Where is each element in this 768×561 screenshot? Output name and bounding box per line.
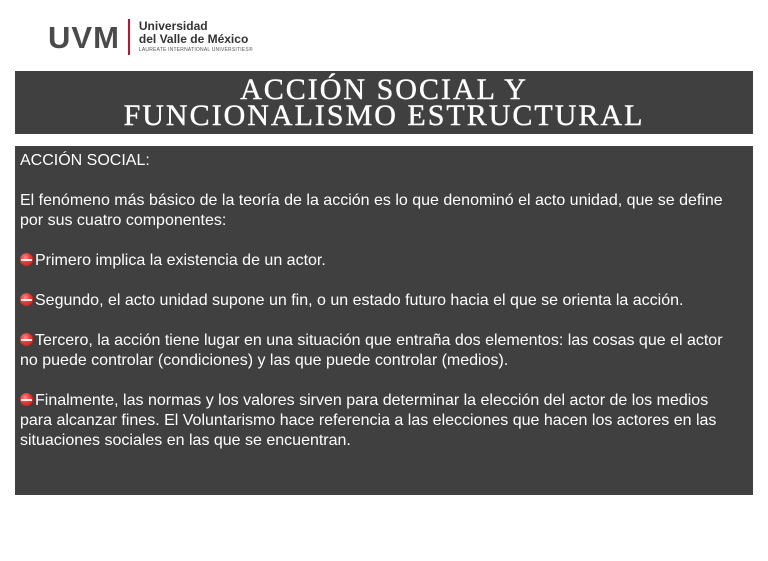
- red-bullet-icon: [20, 293, 33, 306]
- bullet-item: [20, 291, 743, 311]
- logo-tagline: LAUREATE INTERNATIONAL UNIVERSITIES®: [138, 47, 253, 54]
- slide-title: [15, 71, 753, 134]
- logo-mark: UVM: [48, 19, 120, 55]
- red-bullet-icon: [20, 393, 33, 406]
- logo-divider: [128, 19, 130, 55]
- bullet-text: Primero implica la existencia de un actor.: [35, 252, 326, 269]
- bullet-text: Segundo, el acto unidad supone un fin, o un estado futuro hacia el que se orienta la acción.: [35, 292, 684, 309]
- red-bullet-icon: [20, 333, 33, 346]
- section-heading: ACCIÓN SOCIAL:: [20, 152, 150, 169]
- bullet-item: [20, 331, 743, 371]
- title-line-2: FUNCIONALISMO ESTRUCTURAL: [123, 98, 645, 132]
- logo-text: [139, 20, 253, 53]
- logo-name-line1: Universidad: [138, 19, 208, 34]
- content-panel: [15, 146, 753, 495]
- logo-name-line2: del Valle de México: [138, 31, 249, 46]
- bullet-item: [20, 391, 743, 451]
- bullet-text: Tercero, la acción tiene lugar en una situación que entraña dos elementos: las cosas que el actor no puede controlar (condiciones) y las que puede controlar (medios).: [20, 332, 723, 369]
- bullet-item: [20, 251, 743, 271]
- bullet-text: Finalmente, las normas y los valores sirven para determinar la elección del actor de los medios para alcanzar fines. El Voluntarismo hace referencia a las elecciones que hacen los actores en las situaciones sociales en las que se encuentran.: [20, 392, 717, 449]
- intro-paragraph: El fenómeno más básico de la teoría de la acción es lo que denominó el acto unidad, que se define por sus cuatro componentes:: [20, 192, 723, 229]
- uvm-logo: [48, 16, 253, 58]
- title-line-1: ACCIÓN SOCIAL Y: [240, 72, 528, 106]
- red-bullet-icon: [20, 253, 33, 266]
